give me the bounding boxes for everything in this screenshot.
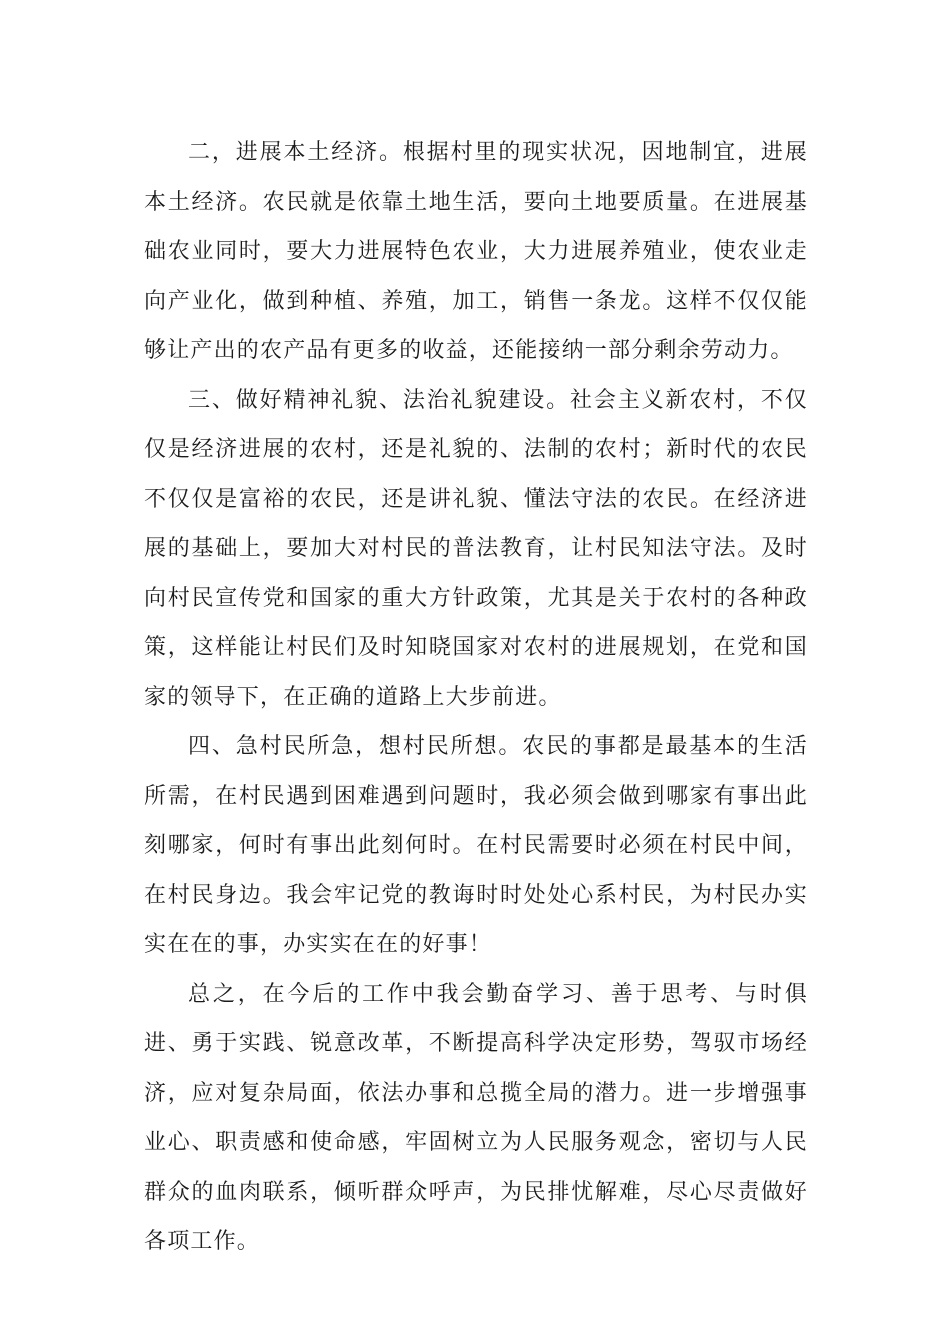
paragraph-civility-rule-of-law: 三、做好精神礼貌、法治礼貌建设。社会主义新农村，不仅仅是经济进展的农村，还是礼貌的、法制的农村；新时代的农民不仅仅是富裕的农民，还是讲礼貌、懂法守法的农民。在经济进展的基础上，要加大对村民的普法教育，让村民知法守法。及时向村民宣传党和国家的重大方针政策，尤其是关于农村的各种政策，这样能让村民们及时知晓国家对农村的进展规划，在党和国家的领导下，在正确的道路上大步前进。: [144, 387, 808, 710]
paragraph-villager-needs: 四、急村民所急，想村民所想。农民的事都是最基本的生活所需，在村民遇到困难遇到问题时，我必须会做到哪家有事出此刻哪家，何时有事出此刻何时。在村民需要时必须在村民中间，在村民身边。我会牢记党的教诲时时处处心系村民，为村民办实实在在的事，办实实在在的好事！: [144, 734, 808, 957]
document-body: [144, 128, 808, 1267]
paragraph-develop-local-economy: 二，进展本土经济。根据村里的现实状况，因地制宜，进展本土经济。农民就是依靠土地生活，要向土地要质量。在进展基础农业同时，要大力进展特色农业，大力进展养殖业，使农业走向产业化，做到种植、养殖，加工，销售一条龙。这样不仅仅能够让产出的农产品有更多的收益，还能接纳一部分剩余劳动力。: [144, 140, 808, 363]
paragraph-conclusion: 总之，在今后的工作中我会勤奋学习、善于思考、与时俱进、勇于实践、锐意改革，不断提高科学决定形势，驾驭市场经济，应对复杂局面，依法办事和总揽全局的潜力。进一步增强事业心、职责感和使命感，牢固树立为人民服务观念，密切与人民群众的血肉联系，倾听群众呼声，为民排忧解难，尽心尽责做好各项工作。: [144, 981, 808, 1254]
